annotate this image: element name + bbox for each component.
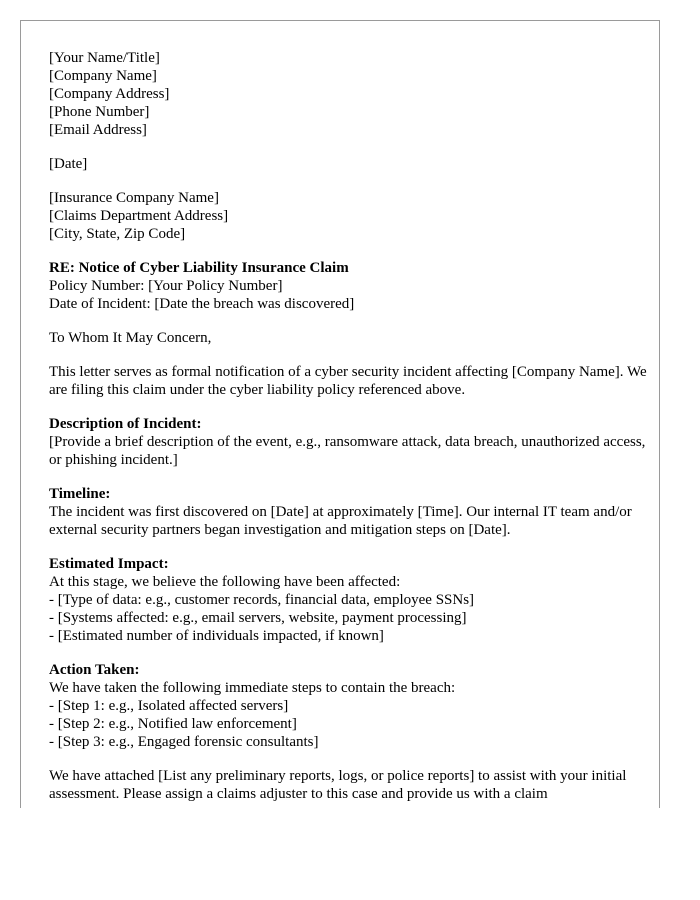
recipient-address: [Claims Department Address]	[49, 208, 229, 224]
closing-block	[49, 767, 649, 803]
salutation-block	[49, 329, 649, 347]
action-heading: Action Taken:	[49, 662, 140, 678]
intro-paragraph: This letter serves as formal notification of a cyber security incident affecting [Company Name]. We are filing this claim under the cyber liability policy referenced above.	[49, 364, 647, 398]
impact-item: - [Estimated number of individuals impacted, if known]	[49, 628, 384, 644]
sender-company-address: [Company Address]	[49, 86, 170, 102]
sender-email: [Email Address]	[49, 122, 147, 138]
salutation: To Whom It May Concern,	[49, 330, 212, 346]
letter-page	[20, 20, 660, 808]
impact-heading: Estimated Impact:	[49, 556, 169, 572]
action-item: - [Step 1: e.g., Isolated affected servers]	[49, 698, 289, 714]
letter-body	[49, 49, 649, 808]
recipient-city-state-zip: [City, State, Zip Code]	[49, 226, 186, 242]
action-section	[49, 661, 649, 751]
intro-block	[49, 363, 649, 399]
date-of-incident: Date of Incident: [Date the breach was discovered]	[49, 296, 355, 312]
action-intro: We have taken the following immediate steps to contain the breach:	[49, 680, 456, 696]
impact-section	[49, 555, 649, 645]
sender-block	[49, 49, 649, 139]
date-block	[49, 155, 649, 173]
action-item: - [Step 2: e.g., Notified law enforcement]	[49, 716, 297, 732]
re-line: RE: Notice of Cyber Liability Insurance Claim	[49, 260, 349, 276]
timeline-heading: Timeline:	[49, 486, 111, 502]
impact-intro: At this stage, we believe the following have been affected:	[49, 574, 401, 590]
sender-phone: [Phone Number]	[49, 104, 150, 120]
timeline-section	[49, 485, 649, 539]
sender-company-name: [Company Name]	[49, 68, 157, 84]
timeline-text: The incident was first discovered on [Date] at approximately [Time]. Our internal IT team and/or external security partners began investigation and mitigation steps on [Date].	[49, 504, 632, 538]
action-item: - [Step 3: e.g., Engaged forensic consultants]	[49, 734, 319, 750]
description-heading: Description of Incident:	[49, 416, 202, 432]
sender-name-title: [Your Name/Title]	[49, 50, 160, 66]
policy-number: Policy Number: [Your Policy Number]	[49, 278, 283, 294]
description-text: [Provide a brief description of the event, e.g., ransomware attack, data breach, unauthorized access, or phishing incident.]	[49, 434, 646, 468]
impact-item: - [Systems affected: e.g., email servers, website, payment processing]	[49, 610, 467, 626]
recipient-block	[49, 189, 649, 243]
impact-item: - [Type of data: e.g., customer records, financial data, employee SSNs]	[49, 592, 475, 608]
letter-date: [Date]	[49, 156, 88, 172]
recipient-company: [Insurance Company Name]	[49, 190, 219, 206]
closing-paragraph: We have attached [List any preliminary reports, logs, or police reports] to assist with your initial assessment. Please assign a claims adjuster to this case and provide us with a claim	[49, 768, 627, 802]
subject-block	[49, 259, 649, 313]
description-section	[49, 415, 649, 469]
